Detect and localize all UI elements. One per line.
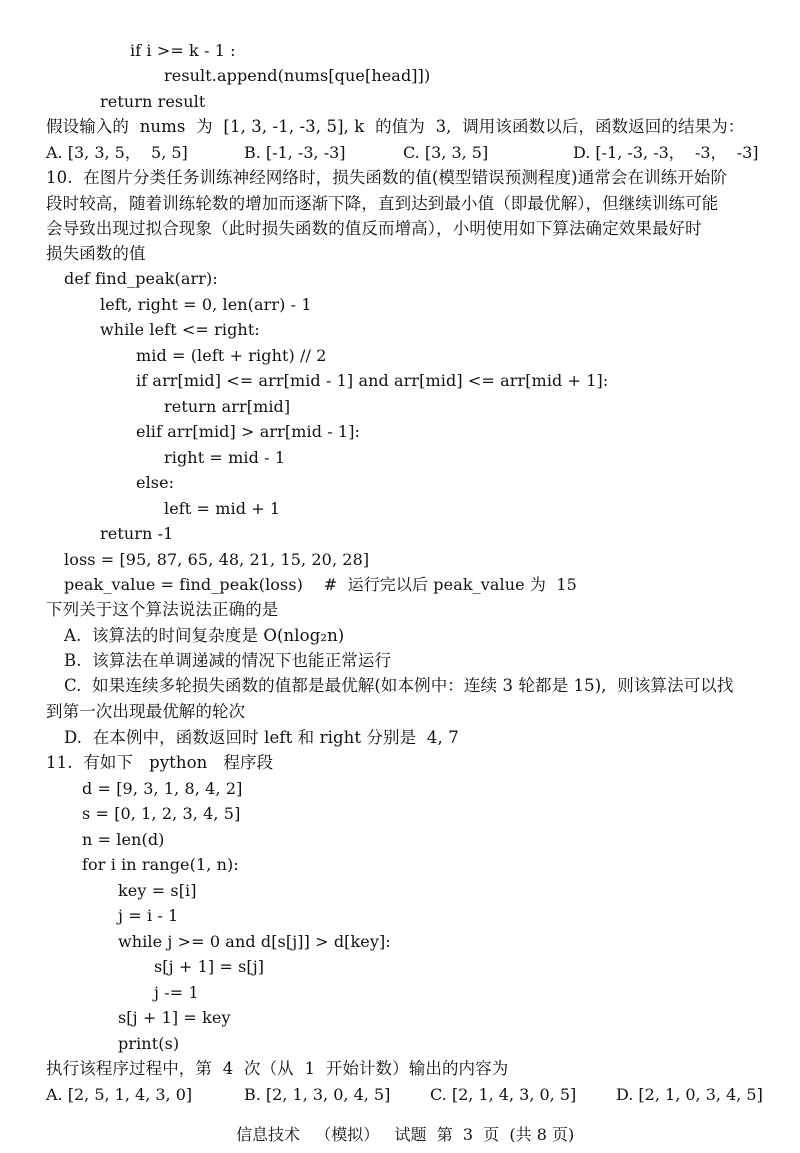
q11-code-line: for i in range(1, n): (82, 855, 239, 874)
q10-option-d: D. 在本例中，函数返回时 left 和 right 分别是 4, 7 (64, 728, 459, 747)
q10-stem-line: 会导致出现过拟合现象（此时损失函数的值反而增高），小明使用如下算法确定效果最好时 (46, 219, 702, 238)
q10-code-line: left, right = 0, len(arr) - 1 (100, 295, 312, 314)
q10-code-line: def find_peak(arr): (64, 269, 218, 288)
q10-stem-line: 损失函数的值 (46, 244, 146, 263)
q9-option-b: B. [-1, -3, -3] (244, 143, 346, 162)
code-line: return result (100, 92, 206, 111)
q11-code-line: s = [0, 1, 2, 3, 4, 5] (82, 804, 241, 823)
q10-code-line: peak_value = find_peak(loss) # 运行完以后 peak_value 为 15 (64, 575, 577, 594)
q9-option-a: A. [3, 3, 5， 5, 5] (46, 143, 188, 162)
q10-code-line: right = mid - 1 (164, 448, 286, 467)
q11-option-d: D. [2, 1, 0, 3, 4, 5] (616, 1085, 763, 1104)
q10-code-line: loss = [95, 87, 65, 48, 21, 15, 20, 28] (64, 550, 370, 569)
q10-option-b: B. 该算法在单调递减的情况下也能正常运行 (64, 651, 392, 670)
q11-code-line: key = s[i] (118, 881, 197, 900)
q11-code-line: j -= 1 (154, 983, 199, 1002)
q11-code-line: print(s) (118, 1034, 180, 1053)
q10-stem-line: 10. 在图片分类任务训练神经网络时，损失函数的值(模型错误预测程度)通常会在训练开始阶 (46, 168, 728, 187)
q10-code-line: return arr[mid] (164, 397, 291, 416)
q11-prompt: 执行该程序过程中，第 4 次（从 1 开始计数）输出的内容为 (46, 1059, 509, 1078)
q10-prompt: 下列关于这个算法说法正确的是 (46, 600, 279, 619)
q11-code-line: j = i - 1 (118, 906, 179, 925)
code-line: result.append(nums[que[head]]) (164, 66, 431, 85)
q10-code-line: left = mid + 1 (164, 499, 281, 518)
q11-code-line: s[j + 1] = key (118, 1008, 231, 1027)
q11-code-line: while j >= 0 and d[s[j]] > d[key]: (118, 932, 391, 951)
q9-option-c: C. [3, 3, 5] (403, 143, 489, 162)
q11-code-line: s[j + 1] = s[j] (154, 957, 265, 976)
q10-code-line: mid = (left + right) // 2 (136, 346, 327, 365)
q10-code-line: while left <= right: (100, 320, 260, 339)
q11-option-c: C. [2, 1, 4, 3, 0, 5] (430, 1085, 577, 1104)
q11-option-b: B. [2, 1, 3, 0, 4, 5] (244, 1085, 391, 1104)
q11-stem: 11. 有如下 python 程序段 (46, 753, 274, 772)
q9-stem: 假设输入的 nums 为 [1, 3, -1, -3, 5], k 的值为 3, 调用该函数以后，函数返回的结果为： (46, 117, 745, 136)
q10-code-line: elif arr[mid] > arr[mid - 1]: (136, 422, 361, 441)
q10-code-line: return -1 (100, 524, 174, 543)
q11-option-a: A. [2, 5, 1, 4, 3, 0] (46, 1085, 193, 1104)
q10-code-line: else: (136, 473, 175, 492)
q11-code-line: n = len(d) (82, 830, 165, 849)
q9-option-d: D. [-1, -3, -3， -3， -3] (573, 143, 759, 162)
q10-option-c-cont: 到第一次出现最优解的轮次 (46, 702, 246, 721)
page-footer: 信息技术 （模拟） 试题 第 3 页 (共 8 页) (236, 1125, 575, 1144)
q10-option-a: A. 该算法的时间复杂度是 O(nlog₂n) (64, 626, 345, 645)
code-line: if i >= k - 1 : (130, 41, 236, 60)
q10-option-c: C. 如果连续多轮损失函数的值都是最优解(如本例中：连续 3 轮都是 15), 则该算法可以找 (64, 676, 734, 695)
q10-code-line: if arr[mid] <= arr[mid - 1] and arr[mid] <= arr[mid + 1]: (136, 371, 609, 390)
q10-stem-line: 段时较高，随着训练轮数的增加而逐渐下降，直到达到最小值（即最优解），但继续训练可能 (46, 194, 719, 213)
q11-code-line: d = [9, 3, 1, 8, 4, 2] (82, 779, 243, 798)
